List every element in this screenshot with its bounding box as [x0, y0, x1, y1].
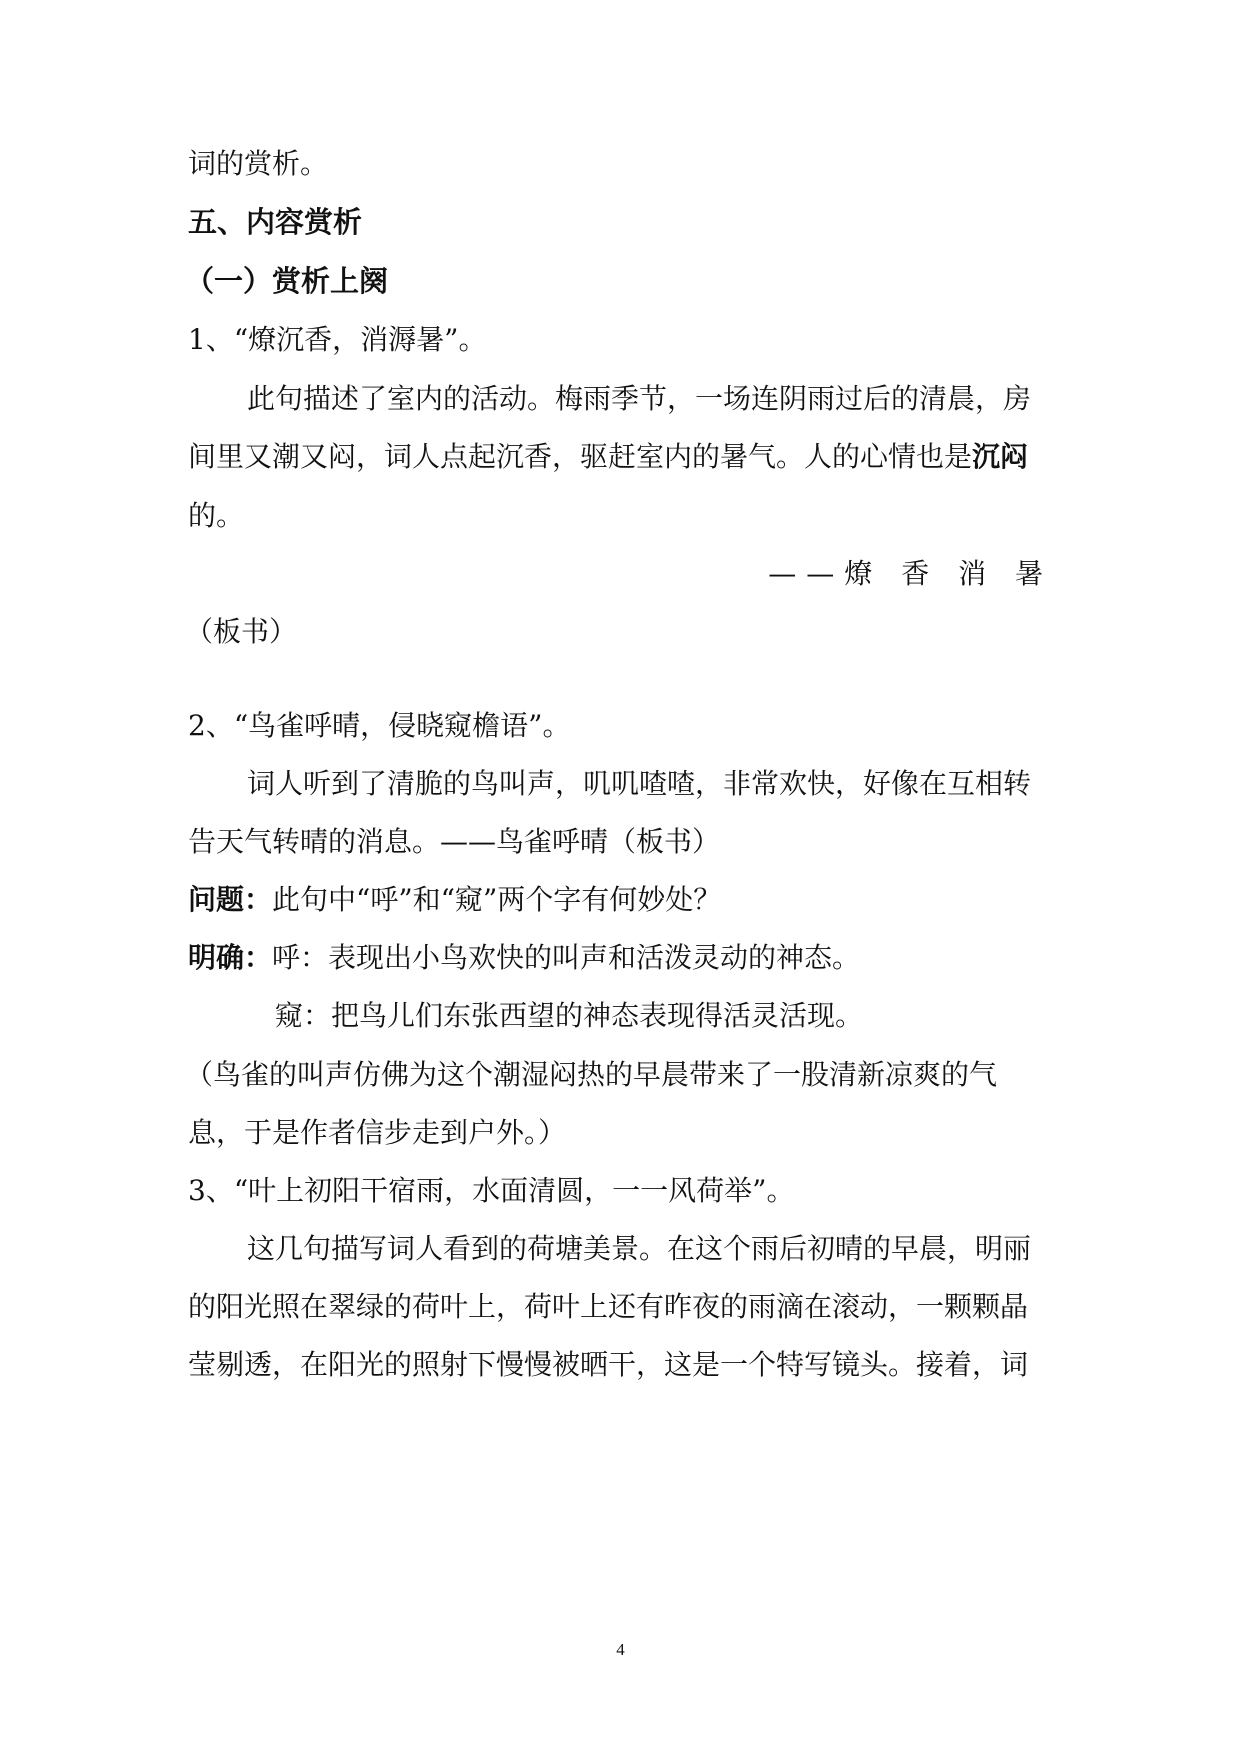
question-line: [188, 880, 721, 920]
paragraph-line: 词人听到了清脆的鸟叫声，叽叽喳喳，非常欢快，好像在互相转: [247, 767, 1032, 800]
section-heading: 五、内容赏析: [188, 205, 363, 239]
paragraph-line: 告天气转晴的消息。——鸟雀呼晴（板书）: [188, 825, 721, 858]
subsection-heading: （一）赏析上阕: [185, 264, 389, 298]
board-note: ——燎 香 消 暑: [768, 557, 1053, 590]
paragraph-line: 的阳光照在翠绿的荷叶上，荷叶上还有昨夜的雨滴在滚动，一颗颗晶: [188, 1290, 1029, 1323]
quote-item-1: 1、“燎沉香，消溽暑”。: [188, 323, 487, 356]
answer-line: 窥：把鸟儿们东张西望的神态表现得活灵活现。: [275, 999, 864, 1032]
paragraph-text: 间里又潮又闷，词人点起沉香，驱赶室内的暑气。人的心情也是: [188, 440, 973, 473]
text-line: 词的赏析。: [188, 147, 329, 180]
paragraph-line: 此句描述了室内的活动。梅雨季节，一场连阴雨过后的清晨，房: [247, 382, 1032, 415]
board-note-label: （板书）: [185, 615, 298, 648]
paragraph-line: 息，于是作者信步走到户外。）: [188, 1116, 567, 1149]
quote-item-2: 2、“鸟雀呼晴，侵晓窥檐语”。: [188, 709, 571, 742]
question-text: 此句中“呼”和“窥”两个字有何妙处？: [272, 883, 722, 916]
answer-label: 明确：: [188, 941, 273, 974]
paragraph-line: 的。: [188, 499, 245, 532]
question-label: 问题：: [188, 883, 273, 916]
paragraph-line: 莹剔透，在阳光的照射下慢慢被晒干，这是一个特写镜头。接着，词: [188, 1348, 1029, 1381]
quote-item-3: 3、“叶上初阳干宿雨，水面清圆，一一风荷举”。: [188, 1174, 795, 1207]
page-number: 4: [616, 1640, 625, 1659]
paragraph-line: [188, 437, 1028, 477]
answer-line: [188, 938, 860, 978]
answer-text: 呼：表现出小鸟欢快的叫声和活泼灵动的神态。: [272, 941, 861, 974]
emphasis-text: 沉闷: [972, 440, 1029, 473]
paragraph-line: 这几句描写词人看到的荷塘美景。在这个雨后初晴的早晨，明丽: [247, 1232, 1032, 1265]
paragraph-line: （鸟雀的叫声仿佛为这个潮湿闷热的早晨带来了一股清新凉爽的气: [185, 1058, 998, 1091]
